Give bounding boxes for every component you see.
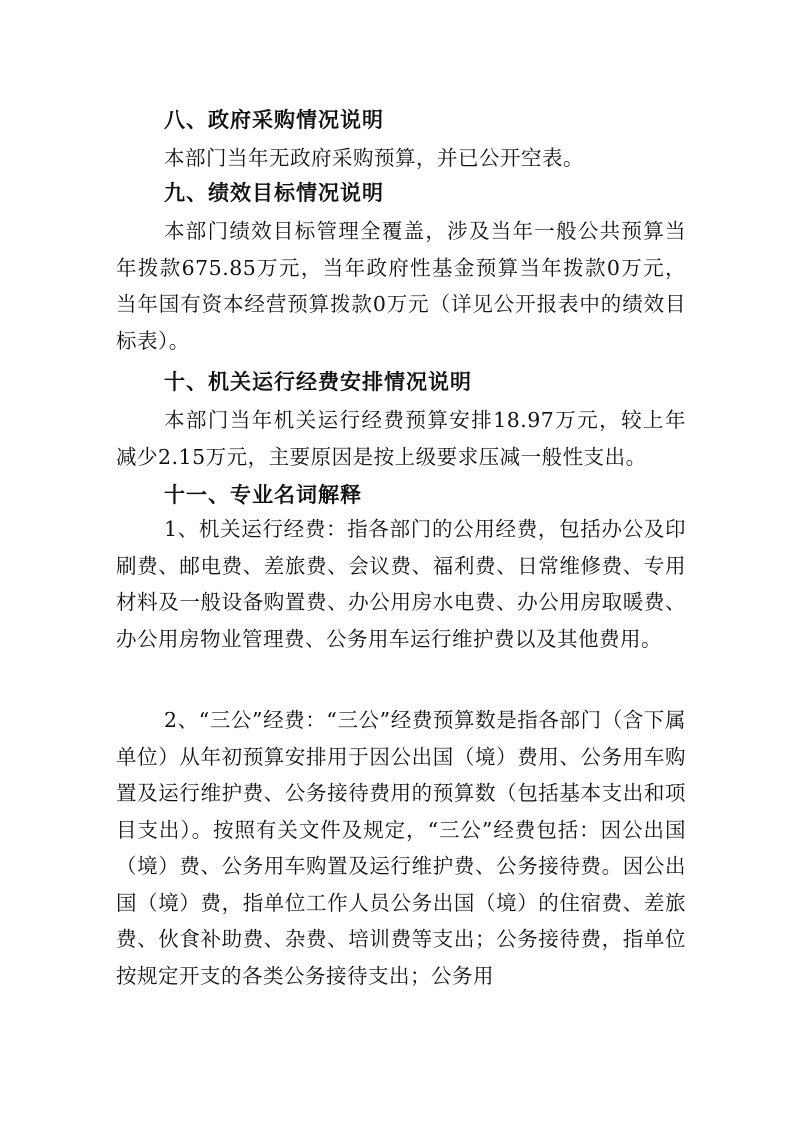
section-heading-performance: 九、绩效目标情况说明 — [164, 181, 384, 205]
section-heading-glossary: 十一、专业名词解释 — [164, 483, 362, 507]
paragraph-performance: 本部门绩效目标管理全覆盖，涉及当年一般公共预算当年拨款675.85万元，当年政府性基金预算当年拨款0万元，当年国有资本经营预算拨款0万元（详见公开报表中的绩效目标表）。 — [116, 219, 686, 353]
section-heading-operating-funds: 十、机关运行经费安排情况说明 — [164, 370, 472, 394]
paragraph-operating-funds: 本部门当年机关运行经费预算安排18.97万元，较上年减少2.15万元，主要原因是按上级要求压减一般性支出。 — [116, 408, 686, 469]
section-heading-procurement: 八、政府采购情况说明 — [164, 108, 384, 132]
paragraph-procurement: 本部门当年无政府采购预算，并已公开空表。 — [164, 146, 584, 170]
paragraph-glossary-operating-funds: 1、机关运行经费：指各部门的公用经费，包括办公及印刷费、邮电费、差旅费、会议费、福利费、日常维修费、专用材料及一般设备购置费、办公用房水电费、办公用房取暖费、办公用房物业管理费、公务用车运行维护费以及其他费用。 — [116, 517, 686, 651]
paragraph-glossary-three-public: 2、“三公”经费：“三公”经费预算数是指各部门（含下属单位）从年初预算安排用于因公出国（境）费用、公务用车购置及运行维护费、公务接待费用的预算数（包括基本支出和项目支出）。按照有关文件及规定，“三公”经费包括：因公出国（境）费、公务用车购置及运行维护费、公务接待费。因公出国（境）费，指单位工作人员公务出国（境）的住宿费、差旅费、伙食补助费、杂费、培训费等支出；公务接待费，指单位按规定开支的各类公务接待支出；公务用 — [116, 708, 686, 988]
